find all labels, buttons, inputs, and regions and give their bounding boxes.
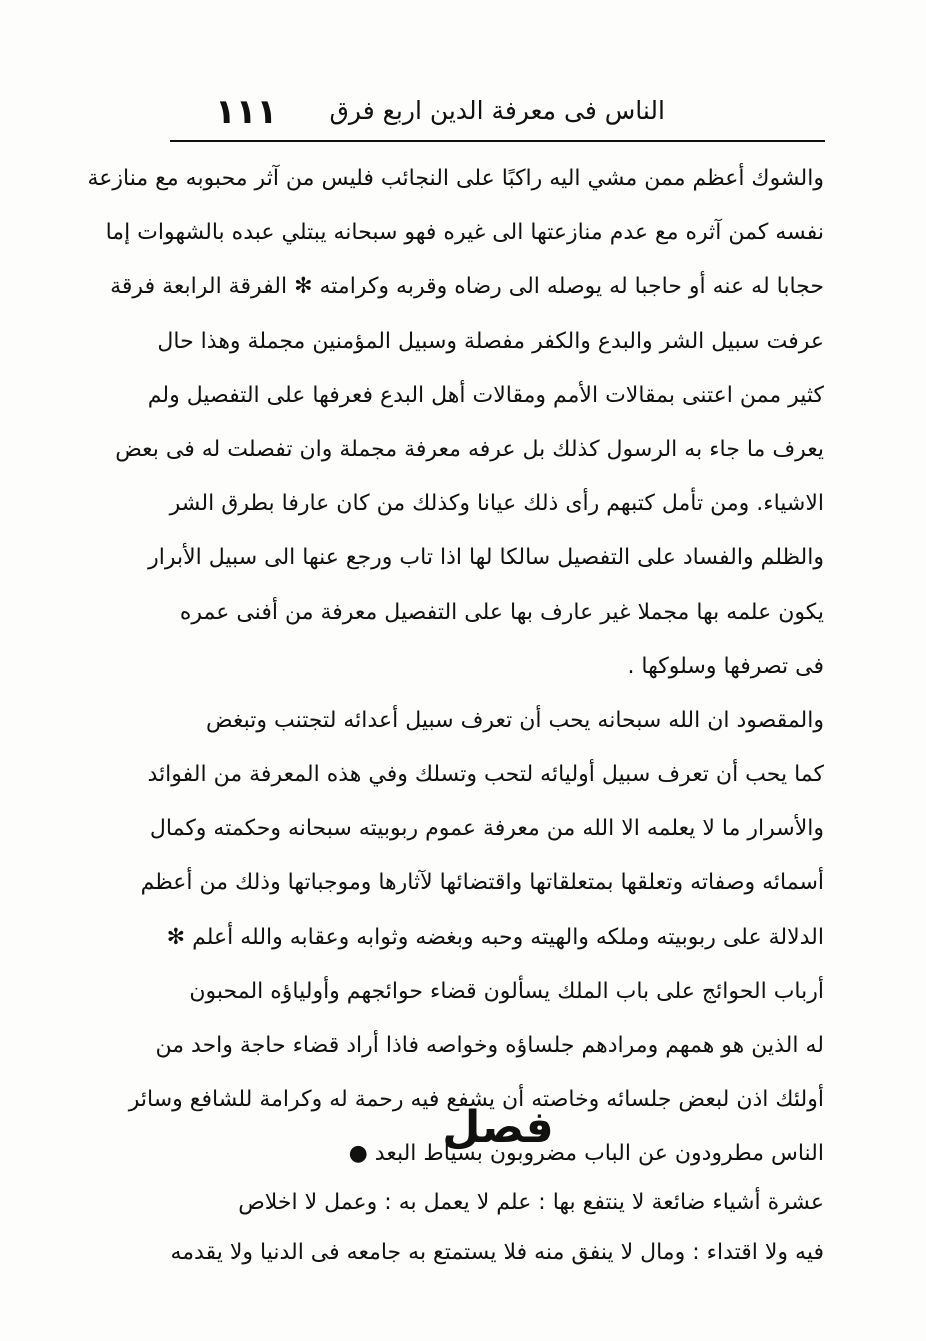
text-line: والأسرار ما لا يعلمه الا الله من معرفة عموم ربوبيته سبحانه وحكمته وكمال: [149, 816, 824, 842]
text-line: والشوك أعظم ممن مشي اليه راكبًا على النجائب فليس من آثر محبوبه مع منازعة: [87, 166, 824, 191]
page-number: ١١١: [215, 92, 278, 132]
section-text: [172, 1178, 824, 1278]
main-text: [87, 152, 824, 1182]
paragraph-1: [87, 152, 824, 694]
section-heading: فصل: [442, 1102, 554, 1153]
text-line: يكون علمه بها مجملا غير عارف بها على التفصيل معرفة من أفنى عمره: [179, 599, 824, 625]
text-line: حجابا له عنه أو حاجبا له يوصله الى رضاه وقربه وكرامته ✻ الفرقة الرابعة فرقة: [110, 274, 824, 300]
text-line: عرفت سبيل الشر والبدع والكفر مفصلة وسبيل المؤمنين مجملة وهذا حال: [157, 328, 824, 354]
paragraph-2: [140, 694, 824, 965]
text-line: الاشياء. ومن تأمل كتبهم رأى ذلك عيانا وكذلك من كان عارفا بطرق الشر: [169, 491, 824, 517]
text-line: فيه ولا اقتداء : ومال لا ينفق منه فلا يستمتع به جامعه فى الدنيا ولا يقدمه: [170, 1240, 824, 1265]
text-line: كثير ممن اعتنى بمقالات الأمم ومقالات أهل البدع فعرفها على التفصيل ولم: [147, 382, 824, 408]
page-header: [170, 88, 825, 136]
text-line: عشرة أشياء ضائعة لا ينتفع بها : علم لا يعمل به : وعمل لا اخلاص: [238, 1190, 824, 1215]
text-line: أسمائه وصفاته وتعلقها بمتعلقاتها واقتضائها لآثارها وموجباتها وذلك من أعظم: [140, 870, 824, 896]
text-line: له الذين هو همهم ومرادهم جلساؤه وخواصه فاذا أراد قضاء حاجة واحد من: [155, 1033, 824, 1058]
running-title: الناس فى معرفة الدين اربع فرق: [329, 96, 665, 125]
text-line: أرباب الحوائج على باب الملك يسألون قضاء حوائجهم وأولياؤه المحبون: [189, 978, 824, 1004]
text-line: نفسه كمن آثره مع عدم منازعتها الى غيره فهو سبحانه يبتلي عبده بالشهوات إما: [105, 220, 824, 246]
text-line: أولئك اذن لبعض جلسائه وخاصته أن يشفع فيه رحمة له وكرامة للشافع وسائر: [128, 1087, 824, 1113]
text-line: الدلالة على ربوبيته وملكه والهيته وحبه وبغضه وثوابه وعقابه والله أعلم ✻: [166, 924, 824, 950]
text-line: والظلم والفساد على التفصيل سالكا لها اذا تاب ورجع عنها الى سبيل الأبرار: [148, 545, 824, 571]
text-line: الناس مطرودون عن الباب مضروبون بسياط البعد ●: [348, 1141, 824, 1167]
header-rule: [170, 140, 825, 142]
text-line: فى تصرفها وسلوكها .: [627, 653, 824, 679]
text-line: والمقصود ان الله سبحانه يحب أن تعرف سبيل أعدائه لتجتنب وتبغض: [206, 707, 824, 733]
text-line: كما يحب أن تعرف سبيل أوليائه لتحب وتسلك وفي هذه المعرفة من الفوائد: [147, 762, 824, 788]
text-line: يعرف ما جاء به الرسول كذلك بل عرفه معرفة مجملة وان تفصلت له فى بعض: [115, 436, 824, 462]
